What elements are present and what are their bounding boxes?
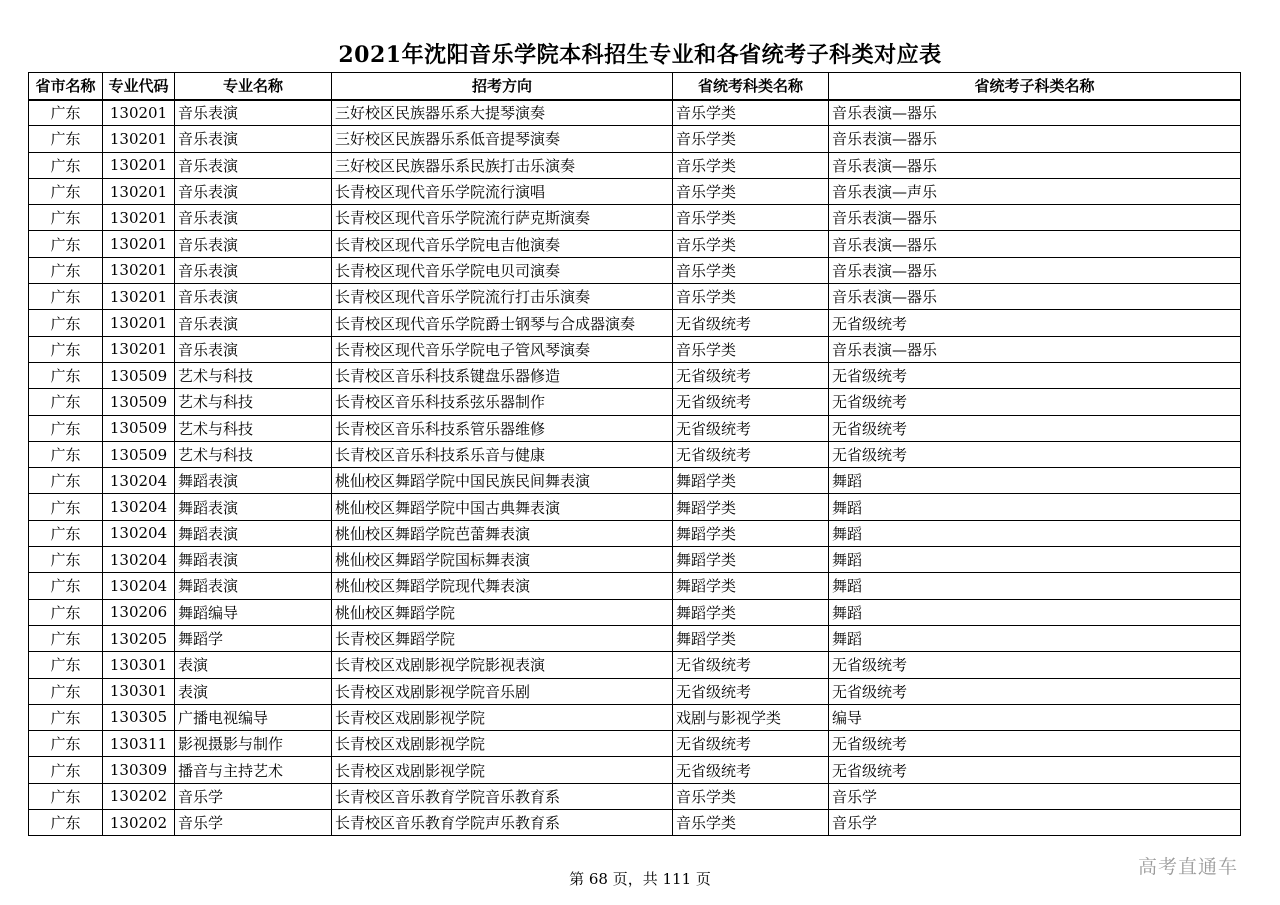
table-body [29,100,1241,836]
direction-cell: 桃仙校区舞蹈学院国标舞表演 [332,547,673,573]
province-cell: 广东 [29,678,103,704]
province-cell: 广东 [29,757,103,783]
category-cell: 无省级统考 [673,757,829,783]
table-row [29,678,1241,704]
category-cell: 音乐学类 [673,783,829,809]
province-cell: 广东 [29,415,103,441]
category-cell: 音乐学类 [673,810,829,836]
direction-cell: 三好校区民族器乐系大提琴演奏 [332,100,673,126]
table-row [29,547,1241,573]
subcategory-cell: 舞蹈 [829,494,1241,520]
province-cell: 广东 [29,362,103,388]
major-name-cell: 音乐表演 [175,126,332,152]
category-cell: 音乐学类 [673,231,829,257]
major-name-cell: 舞蹈表演 [175,547,332,573]
category-cell: 音乐学类 [673,284,829,310]
subcategory-cell: 舞蹈 [829,573,1241,599]
table-row [29,178,1241,204]
province-cell: 广东 [29,810,103,836]
province-cell: 广东 [29,441,103,467]
table-row [29,810,1241,836]
category-cell: 音乐学类 [673,205,829,231]
direction-cell: 三好校区民族器乐系民族打击乐演奏 [332,152,673,178]
major-name-cell: 舞蹈表演 [175,520,332,546]
subcategory-cell: 无省级统考 [829,441,1241,467]
category-cell: 无省级统考 [673,310,829,336]
major-name-cell: 音乐学 [175,783,332,809]
category-cell: 无省级统考 [673,362,829,388]
subcategory-cell: 舞蹈 [829,520,1241,546]
direction-cell: 长青校区音乐科技系键盘乐器修造 [332,362,673,388]
header-direction: 招考方向 [332,73,673,100]
province-cell: 广东 [29,520,103,546]
subcategory-cell: 音乐学 [829,810,1241,836]
table-row [29,468,1241,494]
major-code-cell: 130305 [103,704,175,730]
category-cell: 音乐学类 [673,257,829,283]
table-row [29,310,1241,336]
province-cell: 广东 [29,625,103,651]
major-name-cell: 音乐表演 [175,336,332,362]
subcategory-cell: 编导 [829,704,1241,730]
major-code-cell: 130201 [103,231,175,257]
subcategory-cell: 音乐表演—器乐 [829,126,1241,152]
major-name-cell: 舞蹈编导 [175,599,332,625]
header-category: 省统考科类名称 [673,73,829,100]
table-row [29,652,1241,678]
province-cell: 广东 [29,152,103,178]
major-name-cell: 艺术与科技 [175,362,332,388]
category-cell: 舞蹈学类 [673,599,829,625]
major-code-cell: 130311 [103,731,175,757]
header-province: 省市名称 [29,73,103,100]
province-cell: 广东 [29,652,103,678]
header-major-name: 专业名称 [175,73,332,100]
table-row [29,415,1241,441]
category-cell: 无省级统考 [673,652,829,678]
table-row [29,599,1241,625]
subcategory-cell: 舞蹈 [829,599,1241,625]
category-cell: 无省级统考 [673,389,829,415]
subcategory-cell: 音乐表演—器乐 [829,205,1241,231]
category-cell: 舞蹈学类 [673,494,829,520]
direction-cell: 桃仙校区舞蹈学院中国民族民间舞表演 [332,468,673,494]
category-cell: 音乐学类 [673,126,829,152]
category-cell: 舞蹈学类 [673,468,829,494]
major-code-cell: 130204 [103,468,175,494]
category-cell: 无省级统考 [673,441,829,467]
major-code-cell: 130309 [103,757,175,783]
header-major-code: 专业代码 [103,73,175,100]
direction-cell: 长青校区现代音乐学院爵士钢琴与合成器演奏 [332,310,673,336]
subcategory-cell: 无省级统考 [829,731,1241,757]
direction-cell: 长青校区音乐科技系管乐器维修 [332,415,673,441]
major-code-cell: 130204 [103,494,175,520]
subcategory-cell: 无省级统考 [829,415,1241,441]
direction-cell: 长青校区现代音乐学院电吉他演奏 [332,231,673,257]
category-cell: 舞蹈学类 [673,573,829,599]
direction-cell: 长青校区音乐科技系乐音与健康 [332,441,673,467]
major-code-cell: 130204 [103,573,175,599]
subcategory-cell: 舞蹈 [829,625,1241,651]
table-row [29,126,1241,152]
province-cell: 广东 [29,599,103,625]
header-subcategory: 省统考子科类名称 [829,73,1241,100]
subcategory-cell: 无省级统考 [829,362,1241,388]
province-cell: 广东 [29,257,103,283]
table-row [29,520,1241,546]
major-name-cell: 表演 [175,652,332,678]
category-cell: 无省级统考 [673,415,829,441]
table-row [29,625,1241,651]
table-row [29,731,1241,757]
major-code-cell: 130205 [103,625,175,651]
subcategory-cell: 舞蹈 [829,547,1241,573]
category-cell: 音乐学类 [673,336,829,362]
page-title: 2021年沈阳音乐学院本科招生专业和各省统考子科类对应表 [338,42,942,68]
table-row [29,205,1241,231]
major-name-cell: 音乐表演 [175,205,332,231]
major-name-cell: 艺术与科技 [175,441,332,467]
major-code-cell: 130509 [103,441,175,467]
province-cell: 广东 [29,494,103,520]
major-code-cell: 130301 [103,678,175,704]
subcategory-cell: 无省级统考 [829,678,1241,704]
major-code-cell: 130201 [103,126,175,152]
table-row [29,573,1241,599]
major-code-cell: 130201 [103,100,175,126]
subcategory-cell: 无省级统考 [829,310,1241,336]
subcategory-cell: 无省级统考 [829,757,1241,783]
major-code-cell: 130201 [103,178,175,204]
table-row [29,257,1241,283]
major-code-cell: 130206 [103,599,175,625]
major-name-cell: 播音与主持艺术 [175,757,332,783]
major-name-cell: 音乐表演 [175,231,332,257]
subcategory-cell: 舞蹈 [829,468,1241,494]
table-row [29,783,1241,809]
direction-cell: 长青校区戏剧影视学院音乐剧 [332,678,673,704]
province-cell: 广东 [29,731,103,757]
direction-cell: 长青校区戏剧影视学院 [332,731,673,757]
direction-cell: 长青校区现代音乐学院流行萨克斯演奏 [332,205,673,231]
category-cell: 音乐学类 [673,178,829,204]
major-code-cell: 130204 [103,547,175,573]
table-row [29,757,1241,783]
province-cell: 广东 [29,178,103,204]
direction-cell: 长青校区音乐教育学院声乐教育系 [332,810,673,836]
major-code-cell: 130301 [103,652,175,678]
major-code-cell: 130201 [103,152,175,178]
subcategory-cell: 无省级统考 [829,389,1241,415]
table-row [29,441,1241,467]
subcategory-cell: 音乐表演—声乐 [829,178,1241,204]
subcategory-cell: 音乐表演—器乐 [829,284,1241,310]
province-cell: 广东 [29,284,103,310]
direction-cell: 长青校区戏剧影视学院 [332,704,673,730]
category-cell: 音乐学类 [673,100,829,126]
major-name-cell: 舞蹈学 [175,625,332,651]
direction-cell: 桃仙校区舞蹈学院中国古典舞表演 [332,494,673,520]
major-name-cell: 音乐学 [175,810,332,836]
table-row [29,284,1241,310]
table-row [29,389,1241,415]
subcategory-cell: 音乐表演—器乐 [829,231,1241,257]
direction-cell: 长青校区戏剧影视学院影视表演 [332,652,673,678]
watermark: 高考直通车 [1138,856,1239,878]
direction-cell: 桃仙校区舞蹈学院 [332,599,673,625]
province-cell: 广东 [29,310,103,336]
subcategory-cell: 无省级统考 [829,652,1241,678]
major-name-cell: 舞蹈表演 [175,468,332,494]
major-code-cell: 130509 [103,389,175,415]
table-row [29,100,1241,126]
major-code-cell: 130201 [103,284,175,310]
province-cell: 广东 [29,704,103,730]
province-cell: 广东 [29,126,103,152]
direction-cell: 长青校区戏剧影视学院 [332,757,673,783]
table-row [29,336,1241,362]
province-cell: 广东 [29,468,103,494]
direction-cell: 桃仙校区舞蹈学院芭蕾舞表演 [332,520,673,546]
page-number: 第 68 页，共 111 页 [569,870,711,888]
major-name-cell: 音乐表演 [175,100,332,126]
direction-cell: 桃仙校区舞蹈学院现代舞表演 [332,573,673,599]
direction-cell: 长青校区音乐教育学院音乐教育系 [332,783,673,809]
category-cell: 戏剧与影视学类 [673,704,829,730]
province-cell: 广东 [29,389,103,415]
major-code-cell: 130202 [103,783,175,809]
major-name-cell: 音乐表演 [175,152,332,178]
major-name-cell: 音乐表演 [175,178,332,204]
category-cell: 音乐学类 [673,152,829,178]
subcategory-cell: 音乐学 [829,783,1241,809]
direction-cell: 长青校区现代音乐学院电贝司演奏 [332,257,673,283]
major-name-cell: 广播电视编导 [175,704,332,730]
major-code-cell: 130201 [103,310,175,336]
major-code-cell: 130204 [103,520,175,546]
major-name-cell: 影视摄影与制作 [175,731,332,757]
province-cell: 广东 [29,547,103,573]
category-cell: 舞蹈学类 [673,520,829,546]
direction-cell: 长青校区现代音乐学院流行演唱 [332,178,673,204]
subcategory-cell: 音乐表演—器乐 [829,336,1241,362]
subcategory-cell: 音乐表演—器乐 [829,100,1241,126]
category-cell: 无省级统考 [673,678,829,704]
major-name-cell: 舞蹈表演 [175,573,332,599]
major-code-cell: 130202 [103,810,175,836]
category-cell: 无省级统考 [673,731,829,757]
major-name-cell: 音乐表演 [175,310,332,336]
table-row [29,152,1241,178]
admissions-table [28,72,1241,836]
major-name-cell: 艺术与科技 [175,389,332,415]
province-cell: 广东 [29,231,103,257]
direction-cell: 长青校区现代音乐学院流行打击乐演奏 [332,284,673,310]
category-cell: 舞蹈学类 [673,625,829,651]
major-name-cell: 舞蹈表演 [175,494,332,520]
table-header-row [29,73,1241,100]
province-cell: 广东 [29,336,103,362]
table-row [29,362,1241,388]
category-cell: 舞蹈学类 [673,547,829,573]
major-code-cell: 130201 [103,336,175,362]
major-name-cell: 音乐表演 [175,257,332,283]
direction-cell: 长青校区舞蹈学院 [332,625,673,651]
major-name-cell: 表演 [175,678,332,704]
major-code-cell: 130201 [103,205,175,231]
province-cell: 广东 [29,205,103,231]
direction-cell: 长青校区现代音乐学院电子管风琴演奏 [332,336,673,362]
major-name-cell: 音乐表演 [175,284,332,310]
table-row [29,231,1241,257]
province-cell: 广东 [29,100,103,126]
major-name-cell: 艺术与科技 [175,415,332,441]
major-code-cell: 130509 [103,415,175,441]
table-row [29,494,1241,520]
major-code-cell: 130509 [103,362,175,388]
table-row [29,704,1241,730]
subcategory-cell: 音乐表演—器乐 [829,257,1241,283]
direction-cell: 长青校区音乐科技系弦乐器制作 [332,389,673,415]
subcategory-cell: 音乐表演—器乐 [829,152,1241,178]
direction-cell: 三好校区民族器乐系低音提琴演奏 [332,126,673,152]
province-cell: 广东 [29,573,103,599]
major-code-cell: 130201 [103,257,175,283]
province-cell: 广东 [29,783,103,809]
